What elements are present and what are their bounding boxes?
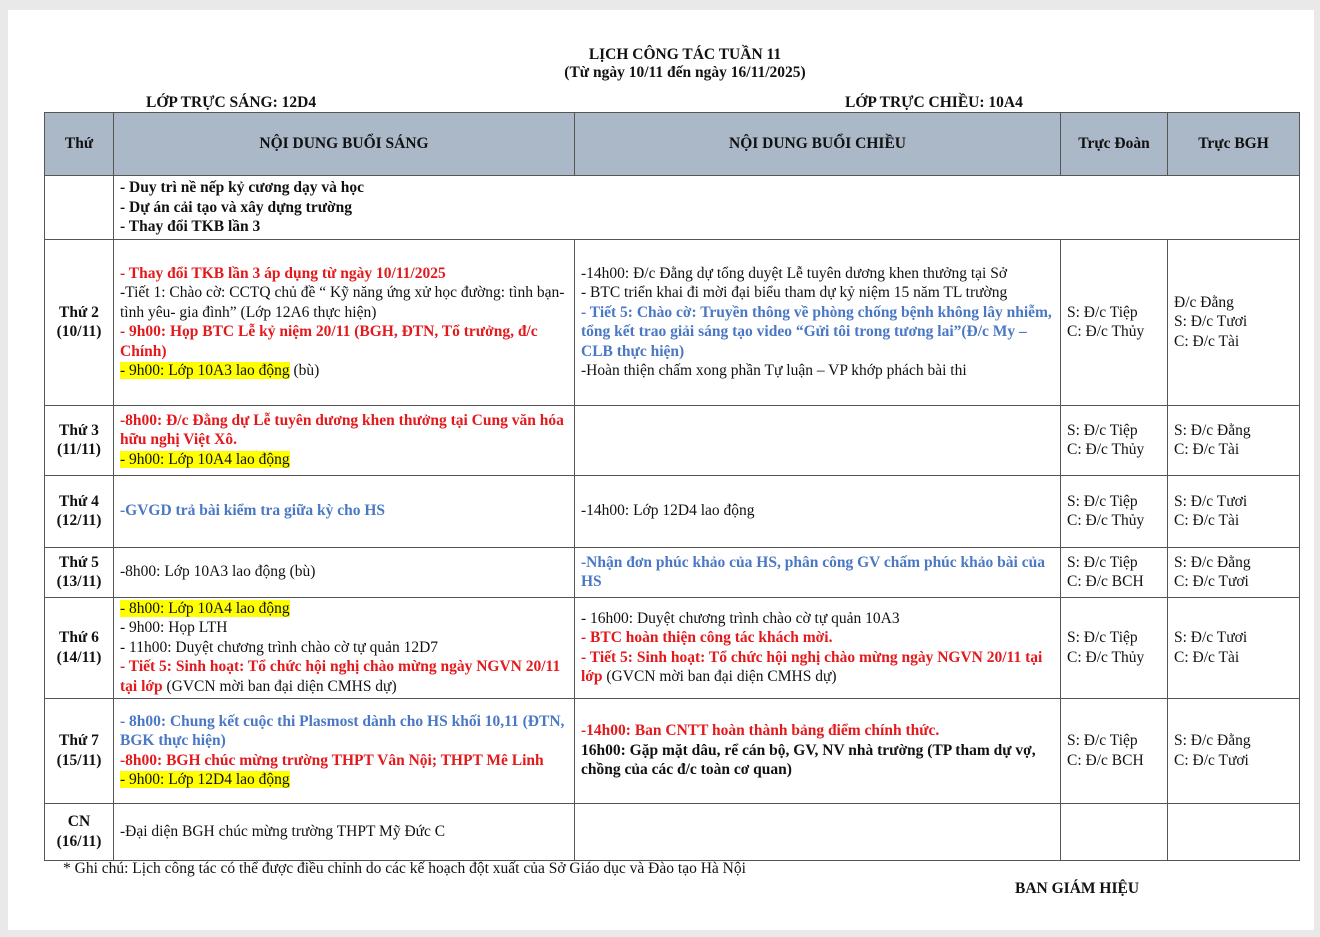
afternoon-item <box>581 609 1054 629</box>
afternoon-item-text: -Hoàn thiện chấm xong phần Tự luận – VP khớp phách bài thi <box>581 362 967 379</box>
afternoon-item <box>581 741 1054 780</box>
day-label: Thứ 5 <box>59 553 99 571</box>
duty-person: S: Đ/c Tiệp <box>1067 492 1138 510</box>
duty-person: C: Đ/c Thủy <box>1067 441 1145 458</box>
day-date: (15/11) <box>56 751 102 769</box>
duty-person: C: Đ/c BCH <box>1067 573 1144 590</box>
union-duty-cell <box>1061 547 1168 597</box>
afternoon-item-text: -14h00: Ban CNTT hoàn thành bảng điểm chính thức. <box>581 722 940 740</box>
morning-cell <box>114 547 575 597</box>
day-cell <box>45 597 114 698</box>
morning-item-text: - Tiết 5: Sinh hoạt: Tổ chức hội nghị chào mừng ngày NGVN 20/11 tại lớp <box>120 658 561 695</box>
afternoon-cell <box>575 239 1061 405</box>
morning-item-text: - 8h00: Chung kết cuộc thi Plasmost dành cho HS khối 10,11 (ĐTN, BGK thực hiện) <box>120 712 565 749</box>
day-date: (11/11) <box>57 441 101 458</box>
duty-person: C: Đ/c Thủy <box>1067 648 1145 666</box>
day-label: Thứ 2 <box>59 303 99 321</box>
header-union-duty: Trực Đoàn <box>1061 113 1168 176</box>
duty-person: S: Đ/c Tiệp <box>1067 732 1138 749</box>
board-duty-cell <box>1168 239 1300 405</box>
general-note: - Thay đổi TKB lần 3 <box>120 218 261 235</box>
afternoon-item <box>581 628 1054 648</box>
duty-person: S: Đ/c Tươi <box>1174 492 1248 510</box>
duty-person: C: Đ/c Tươi <box>1174 751 1249 769</box>
day-label: Thứ 7 <box>59 732 99 749</box>
document-title-block <box>0 46 1320 82</box>
afternoon-item <box>581 361 1054 381</box>
duty-person: C: Đ/c Tài <box>1174 512 1240 529</box>
union-duty-cell <box>1061 803 1168 860</box>
afternoon-cell <box>575 475 1061 547</box>
morning-cell <box>114 597 575 698</box>
morning-item <box>120 361 568 381</box>
board-duty-cell <box>1168 475 1300 547</box>
day-cell <box>45 239 114 405</box>
morning-item-text: - 9h00: Họp BTC Lễ kỷ niệm 20/11 (BGH, ĐTN, Tổ trưởng, đ/c Chính) <box>120 323 538 360</box>
morning-item-text: - 9h00: Họp LTH <box>120 619 228 637</box>
general-note: - Duy trì nề nếp kỷ cương dạy và học <box>120 179 364 196</box>
morning-item <box>120 599 568 619</box>
morning-item <box>120 770 568 790</box>
duty-person: S: Đ/c Tiệp <box>1067 303 1138 321</box>
duty-person: S: Đ/c Tiệp <box>1067 629 1138 646</box>
duty-person: C: Đ/c Tài <box>1174 332 1240 350</box>
day-cell <box>45 698 114 803</box>
morning-item-text: -Đại diện BGH chúc mừng trường THPT Mỹ Đức C <box>120 822 446 840</box>
day-date: (10/11) <box>56 323 102 340</box>
day-label: Thứ 6 <box>59 629 99 646</box>
afternoon-cell <box>575 597 1061 698</box>
morning-item-text: -8h00: Lớp 10A3 lao động (bù) <box>120 563 316 581</box>
day-label: Thứ 4 <box>59 492 99 510</box>
morning-item <box>120 283 568 322</box>
afternoon-item-text: -Nhận đơn phúc khảo của HS, phân công GV chấm phúc khảo bài của HS <box>581 553 1045 590</box>
morning-item <box>120 712 568 751</box>
union-duty-cell <box>1061 597 1168 698</box>
day-cell <box>45 803 114 860</box>
table-row <box>45 597 1300 698</box>
afternoon-item-note: (GVCN mời ban đại diện CMHS dự) <box>602 668 837 685</box>
board-duty-cell <box>1168 405 1300 475</box>
morning-cell <box>114 803 575 860</box>
day-label: CN <box>67 813 91 830</box>
afternoon-item <box>581 264 1054 284</box>
header-morning: NỘI DUNG BUỔI SÁNG <box>114 113 575 176</box>
table-row <box>45 239 1300 405</box>
duty-person: S: Đ/c Tươi <box>1174 313 1248 331</box>
morning-cell <box>114 698 575 803</box>
afternoon-item-text: -14h00: Đ/c Đằng dự tổng duyệt Lễ tuyên dương khen thưởng tại Sở <box>581 264 1008 282</box>
general-note: - Dự án cải tạo và xây dựng trường <box>120 198 352 216</box>
union-duty-cell <box>1061 239 1168 405</box>
table-row <box>45 547 1300 597</box>
general-notes-cell <box>114 176 1300 240</box>
day-cell <box>45 547 114 597</box>
morning-item-text: - 9h00: Lớp 10A3 lao động <box>120 362 290 379</box>
morning-item <box>120 822 568 842</box>
morning-cell <box>114 475 575 547</box>
table-row <box>45 475 1300 547</box>
afternoon-item <box>581 648 1054 687</box>
general-day-cell <box>45 176 114 240</box>
morning-item <box>120 450 568 470</box>
duty-person: C: Đ/c Thủy <box>1067 512 1145 529</box>
document-subtitle: (Từ ngày 10/11 đến ngày 16/11/2025) <box>564 64 806 81</box>
afternoon-cell <box>575 803 1061 860</box>
morning-item-text: - 9h00: Lớp 12D4 lao động <box>120 771 290 788</box>
duty-person: S: Đ/c Đằng <box>1174 421 1251 439</box>
day-date: (12/11) <box>56 512 102 529</box>
afternoon-item <box>581 553 1054 592</box>
general-row <box>45 176 1300 240</box>
day-date: (14/11) <box>56 648 102 666</box>
day-cell <box>45 475 114 547</box>
day-date: (13/11) <box>56 573 102 590</box>
morning-item <box>120 618 568 638</box>
board-duty-cell <box>1168 547 1300 597</box>
morning-item-text: - 11h00: Duyệt chương trình chào cờ tự quản 12D7 <box>120 638 439 656</box>
morning-duty-class: LỚP TRỰC SÁNG: 12D4 <box>146 94 317 111</box>
footnote: * Ghi chú: Lịch công tác có thể được điều chỉnh do các kế hoạch đột xuất của Sở Giáo dục và Đào tạo Hà Nội <box>63 860 746 877</box>
morning-item <box>120 322 568 361</box>
duty-person: C: Đ/c Tài <box>1174 648 1240 666</box>
board-duty-cell <box>1168 803 1300 860</box>
morning-item <box>120 657 568 696</box>
morning-cell <box>114 405 575 475</box>
table-row <box>45 698 1300 803</box>
afternoon-cell <box>575 547 1061 597</box>
duty-person: C: Đ/c BCH <box>1067 751 1144 769</box>
day-label: Thứ 3 <box>59 421 99 439</box>
schedule-table <box>44 112 1300 861</box>
duty-person: S: Đ/c Tươi <box>1174 629 1248 646</box>
duty-person: S: Đ/c Tiệp <box>1067 421 1138 439</box>
day-cell <box>45 405 114 475</box>
board-duty-cell <box>1168 597 1300 698</box>
afternoon-item-text: - BTC triển khai đi mời đại biểu tham dự kỷ niệm 15 năm TL trường <box>581 284 1008 301</box>
table-row <box>45 803 1300 860</box>
day-date: (16/11) <box>56 832 102 850</box>
morning-item <box>120 411 568 450</box>
duty-person: Đ/c Đằng <box>1174 293 1234 311</box>
morning-item <box>120 562 568 582</box>
duty-person: S: Đ/c Tiệp <box>1067 553 1138 571</box>
afternoon-item <box>581 303 1054 362</box>
afternoon-item <box>581 283 1054 303</box>
table-header-row <box>45 113 1300 176</box>
afternoon-item-text: - BTC hoàn thiện công tác khách mời. <box>581 629 833 646</box>
signature: BAN GIÁM HIỆU <box>1015 880 1140 897</box>
afternoon-item <box>581 501 1054 521</box>
morning-item-text: - Thay đổi TKB lần 3 áp dụng từ ngày 10/11/2025 <box>120 264 446 282</box>
board-duty-cell <box>1168 698 1300 803</box>
duty-person: S: Đ/c Đằng <box>1174 553 1251 571</box>
morning-cell <box>114 239 575 405</box>
morning-item-text: - 8h00: Lớp 10A4 lao động <box>120 599 290 617</box>
duty-person: C: Đ/c Tài <box>1174 441 1240 458</box>
afternoon-cell <box>575 698 1061 803</box>
duty-person: C: Đ/c Thủy <box>1067 323 1145 340</box>
header-day: Thứ <box>45 113 114 176</box>
afternoon-item-text: - Tiết 5: Sinh hoạt: Tổ chức hội nghị chào mừng ngày NGVN 20/11 tại lớp <box>581 648 1043 685</box>
morning-item-text: -GVGD trả bài kiểm tra giữa kỳ cho HS <box>120 502 386 520</box>
morning-item <box>120 638 568 658</box>
union-duty-cell <box>1061 405 1168 475</box>
afternoon-item-text: - 16h00: Duyệt chương trình chào cờ tự quản 10A3 <box>581 609 900 627</box>
afternoon-item-text: 16h00: Gặp mặt dâu, rể cán bộ, GV, NV nhà trường (TP tham dự vợ, chồng của các đ/c toàn cơ quan) <box>581 741 1036 779</box>
afternoon-cell <box>575 405 1061 475</box>
header-afternoon: NỘI DUNG BUỔI CHIỀU <box>575 113 1061 176</box>
morning-item-text: -8h00: BGH chúc mừng trường THPT Vân Nội; THPT Mê Linh <box>120 751 544 769</box>
document-title: LỊCH CÔNG TÁC TUẦN 11 <box>588 46 782 63</box>
morning-item-note: (bù) <box>289 362 320 379</box>
afternoon-item-text: - Tiết 5: Chào cờ: Truyền thông về phòng chống bệnh không lây nhiễm, tổng kết trao giải sáng tạo video “Gửi tôi trong tương lai”(Đ/c My – CLB thực hiện) <box>581 303 1052 360</box>
afternoon-duty-class: LỚP TRỰC CHIỀU: 10A4 <box>845 94 1023 111</box>
duty-person: C: Đ/c Tươi <box>1174 573 1249 590</box>
morning-item <box>120 751 568 771</box>
morning-item <box>120 264 568 284</box>
morning-item <box>120 501 568 521</box>
afternoon-item-text: -14h00: Lớp 12D4 lao động <box>581 502 755 520</box>
afternoon-item <box>581 721 1054 741</box>
duty-person: S: Đ/c Đằng <box>1174 732 1251 749</box>
header-board-duty: Trực BGH <box>1168 113 1300 176</box>
morning-item-note: (GVCN mời ban đại diện CMHS dự) <box>162 677 397 695</box>
union-duty-cell <box>1061 698 1168 803</box>
table-row <box>45 405 1300 475</box>
morning-item-text: -8h00: Đ/c Đằng dự Lễ tuyên dương khen thưởng tại Cung văn hóa hữu nghị Việt Xô. <box>120 411 564 449</box>
union-duty-cell <box>1061 475 1168 547</box>
morning-item-text: - 9h00: Lớp 10A4 lao động <box>120 450 290 468</box>
morning-item-text: -Tiết 1: Chào cờ: CCTQ chủ đề “ Kỹ năng ứng xử học đường: tình bạn- tình yêu- gia đình” (Lớp 12A6 thực hiện) <box>120 284 565 321</box>
